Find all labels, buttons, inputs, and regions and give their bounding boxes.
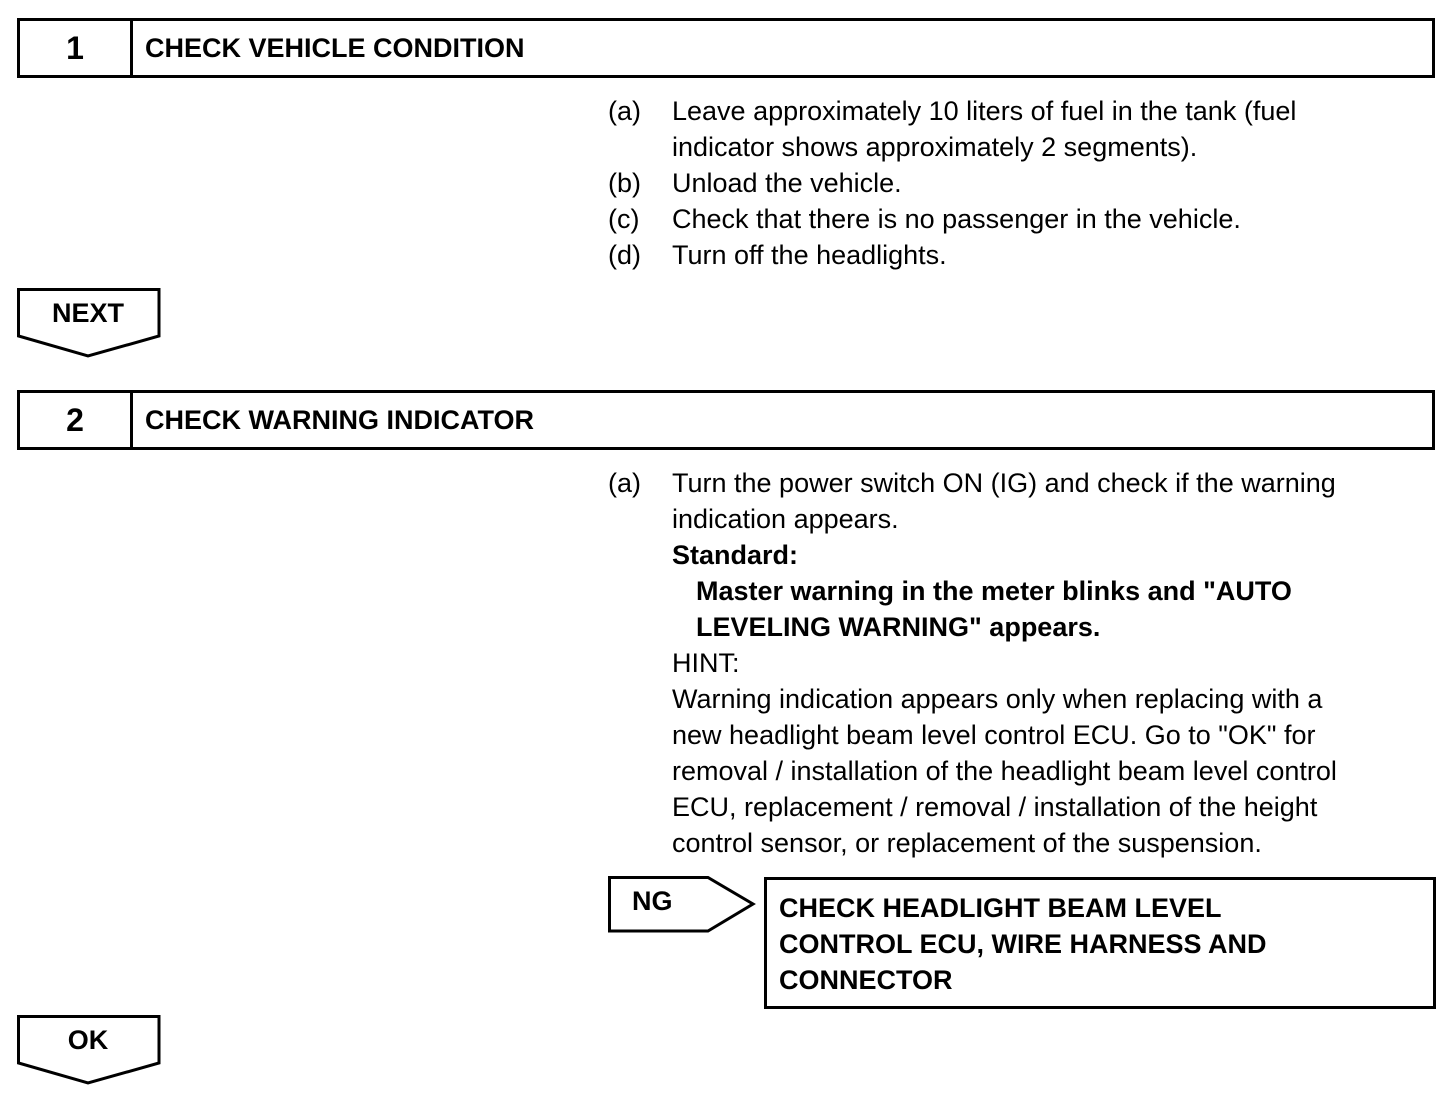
hint-text: new headlight beam level control ECU. Go to "OK" for [672, 720, 1316, 750]
ok-label: OK [67, 1025, 109, 1055]
item-label: (b) [608, 168, 641, 198]
item-text: Turn off the headlights. [672, 240, 947, 270]
hint-text: Warning indication appears only when replacing with a [672, 684, 1323, 714]
step-number: 2 [20, 393, 133, 447]
item-label: (c) [608, 204, 640, 234]
hint-text: removal / installation of the headlight beam level control [672, 756, 1337, 786]
hint-text: control sensor, or replacement of the suspension. [672, 828, 1262, 858]
step-number: 1 [20, 21, 133, 75]
item-label: (a) [608, 96, 641, 126]
item-text: indicator shows approximately 2 segments). [672, 132, 1198, 162]
item-text: Unload the vehicle. [672, 168, 902, 198]
item-text: Leave approximately 10 liters of fuel in the tank (fuel [672, 96, 1297, 126]
hint-text: ECU, replacement / removal / installation of the height [672, 792, 1318, 822]
step-1-header [17, 18, 1435, 78]
step-title: CHECK VEHICLE CONDITION [145, 32, 525, 63]
step-1-instructions [608, 93, 1296, 273]
ng-arrow [608, 876, 758, 934]
item-text: indication appears. [672, 504, 899, 534]
item-label: (a) [608, 468, 641, 498]
item-text: Check that there is no passenger in the vehicle. [672, 204, 1241, 234]
step-2-header [17, 390, 1435, 450]
ng-result-box [764, 877, 1436, 1009]
ng-result-text: CONNECTOR [779, 965, 953, 995]
hint-label: HINT: [672, 648, 740, 678]
item-text: Turn the power switch ON (IG) and check if the warning [672, 468, 1336, 498]
step-2-instructions [608, 465, 1337, 861]
standard-label: Standard: [672, 540, 799, 570]
ng-label: NG [632, 886, 673, 916]
next-label: NEXT [51, 298, 124, 328]
standard-text: LEVELING WARNING" appears. [696, 612, 1101, 642]
next-arrow [17, 288, 162, 360]
ng-result-text: CHECK HEADLIGHT BEAM LEVEL [779, 893, 1222, 923]
ok-arrow [17, 1015, 162, 1087]
item-label: (d) [608, 240, 641, 270]
standard-text: Master warning in the meter blinks and "AUTO [696, 576, 1292, 606]
step-title: CHECK WARNING INDICATOR [145, 404, 534, 435]
ng-result-text: CONTROL ECU, WIRE HARNESS AND [779, 929, 1267, 959]
